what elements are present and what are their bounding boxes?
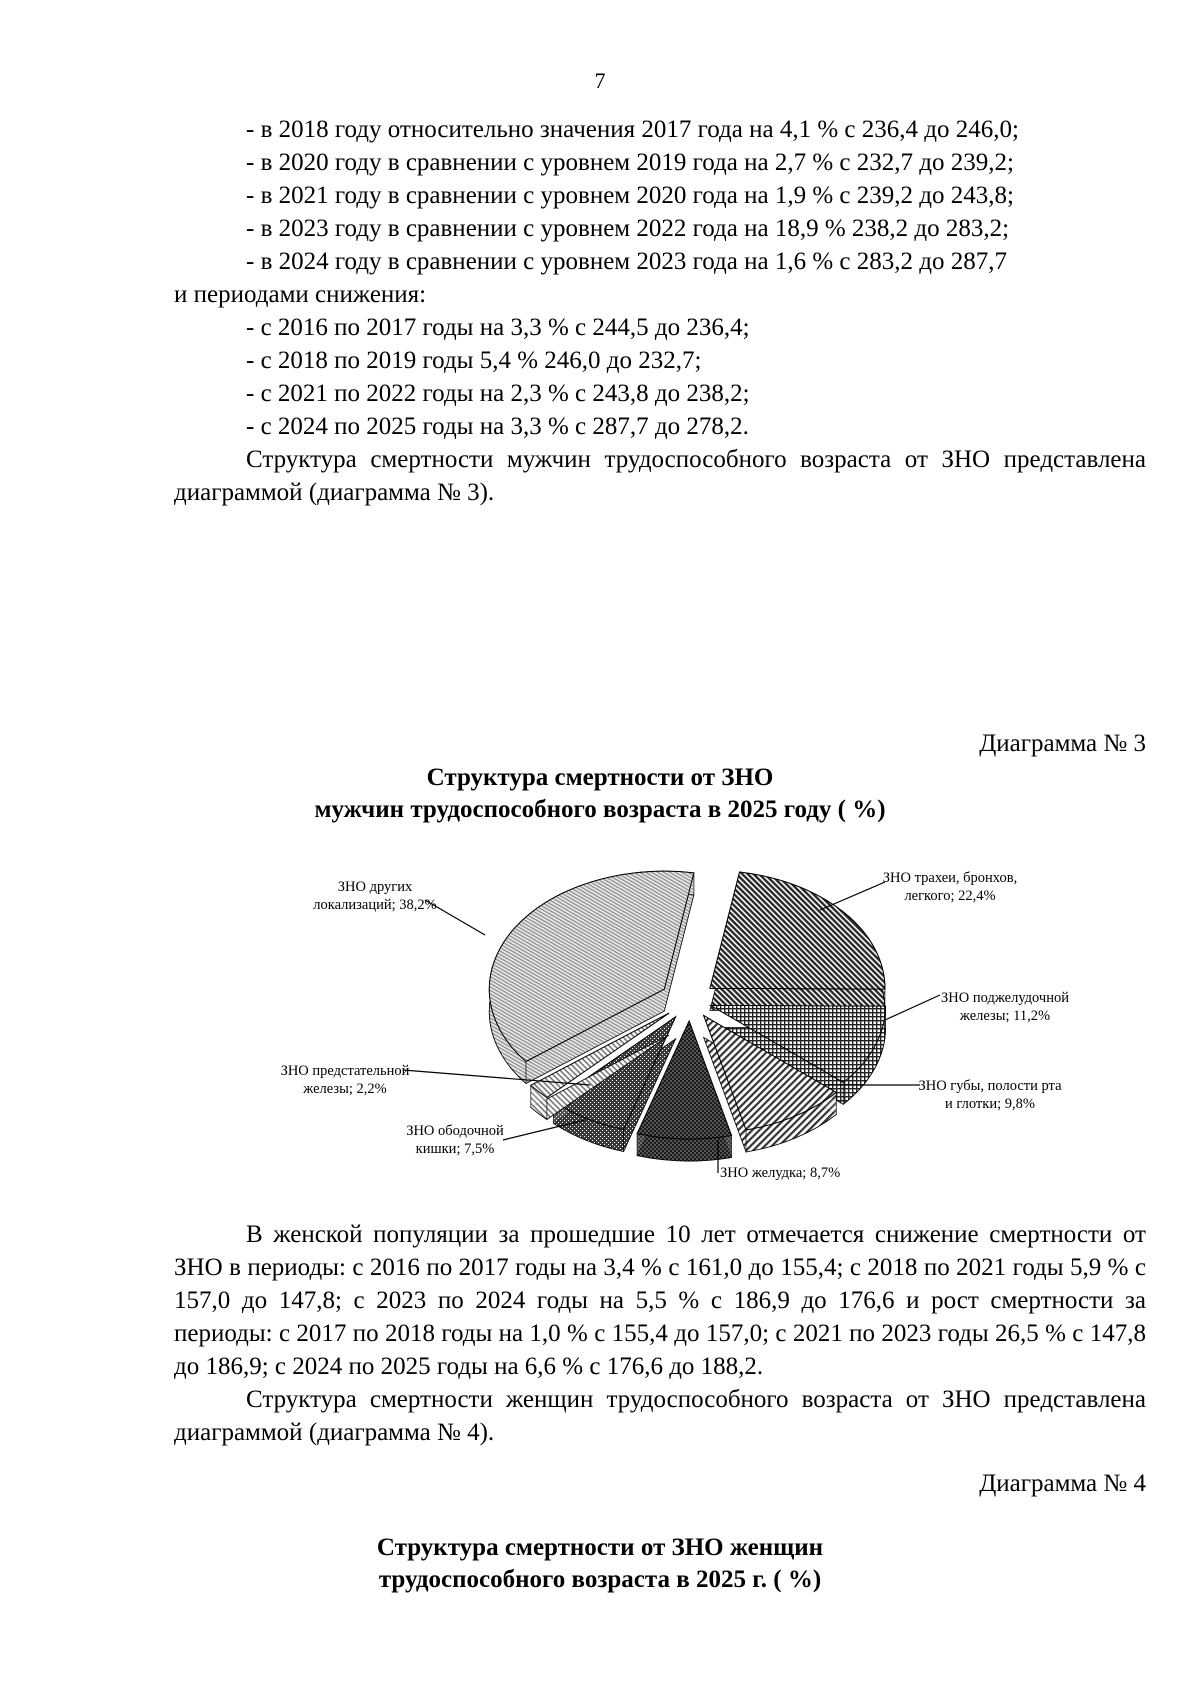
diagram-4-title-line1: Структура смертности от ЗНО женщин	[376, 1534, 824, 1561]
decline-item: - с 2016 по 2017 годы на 3,3 % с 244,5 до 236,4;	[246, 314, 750, 341]
growth-item: - в 2021 году в сравнении с уровнем 2020 года на 1,9 % с 239,2 до 243,8;	[246, 182, 1014, 209]
pie-leader-line	[820, 882, 885, 910]
pie-slice-label: ЗНО желудка; 8,7%	[720, 1165, 841, 1181]
pie-leader-line	[885, 995, 940, 1020]
diagram-4-label: Диаграмма № 4	[979, 1470, 1146, 1497]
paragraph-women: В женской популяции за прошедшие 10 лет отмечается снижение смертности от ЗНО в периоды: с 2016 по 2017 годы на 3,4 % с 161,0 до 155,4; с 2018 по 2021 годы 5,9 % с 157,0 до 147,8; с 2023 по 2024 годы на 5,5 % с 186,9 до 176,6 и рост смертности за периоды: с 2017 по 2018 годы на 1,0 % с 155,4 до 157,0; с 2021 по 2023 годы 26,5 % с 147,8 до 186,9; с 2024 по 2025 годы на 6,6 % с 176,6 до 188,2.	[174, 1221, 1146, 1380]
page-number: 7	[594, 68, 606, 93]
pie-slice-label: ЗНО губы, полости рта и глотки; 9,8%	[918, 1078, 1062, 1112]
diagram-4-title-line2: трудоспособного возраста в 2025 г. ( %)	[378, 1566, 822, 1593]
decline-intro: и периодами снижения:	[174, 281, 427, 308]
pie-slice-label: ЗНО трахеи, бронхов, легкого; 22,4%	[882, 870, 1018, 904]
diagram-3-title-line2: мужчин трудоспособного возраста в 2025 году ( %)	[314, 796, 886, 823]
diagram-3-label: Диаграмма № 3	[979, 730, 1146, 757]
decline-item: - с 2018 по 2019 годы 5,4 % 246,0 до 232,7;	[246, 347, 702, 374]
growth-item: - в 2020 году в сравнении с уровнем 2019 года на 2,7 % с 232,7 до 239,2;	[246, 149, 1014, 176]
pie-slice-label: ЗНО поджелудочной железы; 11,2%	[941, 990, 1069, 1024]
paragraph-men-structure: Структура смертности мужчин трудоспособного возраста от ЗНО представлена диаграммой (диаграмма № 3).	[174, 446, 1146, 506]
pie-slice-label: ЗНО предстательной железы; 2,2%	[280, 1063, 410, 1097]
decline-item: - с 2021 по 2022 годы на 2,3 % с 243,8 до 238,2;	[246, 380, 750, 407]
diagram-3-title-line1: Структура смертности от ЗНО	[426, 764, 774, 791]
growth-item: - в 2024 году в сравнении с уровнем 2023 года на 1,6 % с 283,2 до 287,7	[246, 248, 1007, 275]
growth-item: - в 2018 году относительно значения 2017 года на 4,1 % с 236,4 до 246,0;	[246, 116, 1019, 143]
pie-slice-label: ЗНО других локализаций; 38,2%	[313, 879, 437, 913]
decline-item: - с 2024 по 2025 годы на 3,3 % с 287,7 до 278,2.	[246, 413, 749, 440]
growth-item: - в 2023 году в сравнении с уровнем 2022 года на 18,9 % 238,2 до 283,2;	[246, 215, 1010, 242]
paragraph-women-structure: Структура смертности женщин трудоспособного возраста от ЗНО представлена диаграммой (диаграмма № 4).	[174, 1386, 1146, 1446]
pie-slice-label: ЗНО ободочной кишки; 7,5%	[406, 1123, 504, 1157]
pie-slice	[710, 872, 885, 989]
